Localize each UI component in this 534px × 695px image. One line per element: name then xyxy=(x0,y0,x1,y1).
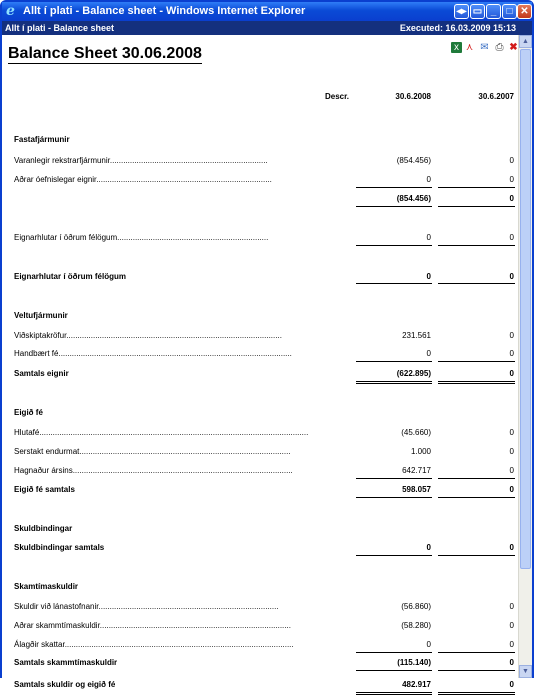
total-label-eignarhlutar: Eignarhlutar í öðrum félögum xyxy=(14,272,127,281)
excel-icon[interactable]: x xyxy=(451,42,462,53)
total-value-prior: 0 xyxy=(509,543,514,552)
maximize-button[interactable]: □ xyxy=(502,4,517,19)
email-icon[interactable]: ✉ xyxy=(480,42,489,53)
subtotal-rule xyxy=(438,478,515,479)
row-label-eignarhlutar: Eignarhlutar í öðrum félögum.................................................................... xyxy=(14,233,269,242)
row-value-current: 1.000 xyxy=(410,447,431,456)
total-rule xyxy=(356,206,432,207)
row-label-varanlegir: Varanlegir rekstrarfjármunir....................................................................... xyxy=(14,156,268,165)
restore-button[interactable]: _ xyxy=(486,4,501,19)
row-label-hagnadur: Hagnaður ársins................................................................................................... xyxy=(14,466,293,475)
minimize-button[interactable]: ▭ xyxy=(470,4,485,19)
column-header-prior: 30.6.2007 xyxy=(478,92,514,101)
total-value-current: 482.917 xyxy=(402,680,431,689)
row-value-current: (58.280) xyxy=(401,621,431,630)
total-value-current: 0 xyxy=(426,272,431,281)
total-value-current: 0 xyxy=(426,543,431,552)
close-icon[interactable]: ✖ xyxy=(509,42,518,53)
row-value-prior: 0 xyxy=(509,331,514,340)
row-value-prior: 0 xyxy=(509,349,514,358)
total-label-samtals-skammtima: Samtals skammtímaskuldir xyxy=(14,658,118,667)
subtotal-rule xyxy=(356,187,432,188)
title-bar[interactable] xyxy=(2,2,532,21)
row-value-prior: 0 xyxy=(509,640,514,649)
total-label-samtals-skuldir-eigid: Samtals skuldir og eigið fé xyxy=(14,680,116,689)
extra-button[interactable]: ◂▸ xyxy=(454,4,469,19)
total-label-eigid-fe: Eigið fé samtals xyxy=(14,485,75,494)
report-header-bar xyxy=(2,21,532,35)
row-label-adrar-skammtima: Aðrar skammtímaskuldir...................................................................................... xyxy=(14,621,291,630)
double-total-rule xyxy=(356,381,432,384)
row-value-prior: 0 xyxy=(509,602,514,611)
internet-explorer-icon: e xyxy=(6,3,15,19)
report-title: Allt í plati - Balance sheet xyxy=(5,23,115,33)
row-label-hlutafe: Hlutafé......................................................................................................................... xyxy=(14,428,309,437)
row-label-serstakt: Serstakt endurmat............................................................................................... xyxy=(14,447,291,456)
total-label-skuldbindingar: Skuldbindingar samtals xyxy=(14,543,105,552)
report-content xyxy=(2,35,518,678)
row-value-current: (854.456) xyxy=(396,156,431,165)
print-icon[interactable]: ⎙ xyxy=(495,42,504,53)
subtotal-rule xyxy=(438,652,515,653)
total-value-prior: 0 xyxy=(509,485,514,494)
row-label-adrar-ofefnislegar: Aðrar óefnislegar eignir............................................................................... xyxy=(14,175,272,184)
row-value-prior: 0 xyxy=(509,175,514,184)
total-value-current: (622.895) xyxy=(396,369,431,378)
section-fastafjarmunir: Fastafjármunir xyxy=(14,135,70,144)
subtotal-value-prior: 0 xyxy=(509,194,514,203)
subtotal-rule xyxy=(356,361,432,362)
column-header-current: 30.6.2008 xyxy=(395,92,431,101)
total-rule xyxy=(438,670,515,671)
row-value-current: 0 xyxy=(426,233,431,242)
window-title: Allt í plati - Balance sheet - Windows Internet Explorer xyxy=(23,5,306,17)
row-value-current: 231.561 xyxy=(402,331,431,340)
total-value-current: 598.057 xyxy=(402,485,431,494)
row-value-prior: 0 xyxy=(509,428,514,437)
total-value-prior: 0 xyxy=(509,680,514,689)
row-value-current: 642.717 xyxy=(402,466,431,475)
section-skuldbindingar: Skuldbindingar xyxy=(14,524,73,533)
pdf-icon[interactable]: ⋏ xyxy=(465,42,474,53)
row-value-current: 0 xyxy=(426,640,431,649)
section-veltufjarmunir: Veltufjármunir xyxy=(14,311,68,320)
row-value-current: 0 xyxy=(426,175,431,184)
subtotal-rule xyxy=(438,361,515,362)
total-rule xyxy=(356,283,432,284)
row-label-alagdir: Álagðir skattar....................................................................................................... xyxy=(14,640,294,649)
total-rule xyxy=(438,497,515,498)
row-value-prior: 0 xyxy=(509,621,514,630)
subtotal-rule xyxy=(438,245,515,246)
row-label-handbaert: Handbært fé......................................................................................................... xyxy=(14,349,292,358)
subtotal-rule xyxy=(356,245,432,246)
row-value-current: (56.860) xyxy=(401,602,431,611)
total-rule xyxy=(356,497,432,498)
total-value-prior: 0 xyxy=(509,658,514,667)
page-area xyxy=(2,21,532,689)
total-value-prior: 0 xyxy=(509,369,514,378)
section-eigid-fe: Eigið fé xyxy=(14,408,43,417)
row-value-prior: 0 xyxy=(509,466,514,475)
row-value-current: (45.660) xyxy=(401,428,431,437)
row-label-skuldir-lanastofnanir: Skuldir við lánastofnanir................................................................................. xyxy=(14,602,279,611)
section-skammtimaskuldir: Skamtímaskuldir xyxy=(14,582,79,591)
total-rule xyxy=(356,670,432,671)
page-title: Balance Sheet 30.06.2008 xyxy=(8,45,202,62)
subtotal-rule xyxy=(438,187,515,188)
total-rule xyxy=(438,206,515,207)
row-label-vidskiptakrofur: Viðskiptakröfur................................................................................................. xyxy=(14,331,282,340)
total-rule xyxy=(356,555,432,556)
column-header-descr: Descr. xyxy=(325,92,350,101)
total-label-samtals-eignir: Samtals eignir xyxy=(14,369,69,378)
subtotal-rule xyxy=(356,478,432,479)
vertical-scrollbar[interactable] xyxy=(518,35,532,678)
row-value-prior: 0 xyxy=(509,233,514,242)
scrollbar-thumb[interactable] xyxy=(520,49,531,569)
executed-timestamp: Executed: 16.03.2009 15:13 xyxy=(399,23,516,33)
row-value-prior: 0 xyxy=(509,156,514,165)
row-value-prior: 0 xyxy=(509,447,514,456)
total-rule xyxy=(438,283,515,284)
total-value-current: (115.140) xyxy=(397,658,431,667)
scroll-up-arrow-icon[interactable]: ▲ xyxy=(519,35,532,48)
total-value-prior: 0 xyxy=(509,272,514,281)
double-total-rule xyxy=(438,381,515,384)
subtotal-rule xyxy=(356,652,432,653)
scroll-down-arrow-icon[interactable]: ▼ xyxy=(519,665,532,678)
subtotal-value-current: (854.456) xyxy=(396,194,431,203)
close-window-button[interactable]: ✕ xyxy=(517,4,532,19)
total-rule xyxy=(438,555,515,556)
row-value-current: 0 xyxy=(426,349,431,358)
